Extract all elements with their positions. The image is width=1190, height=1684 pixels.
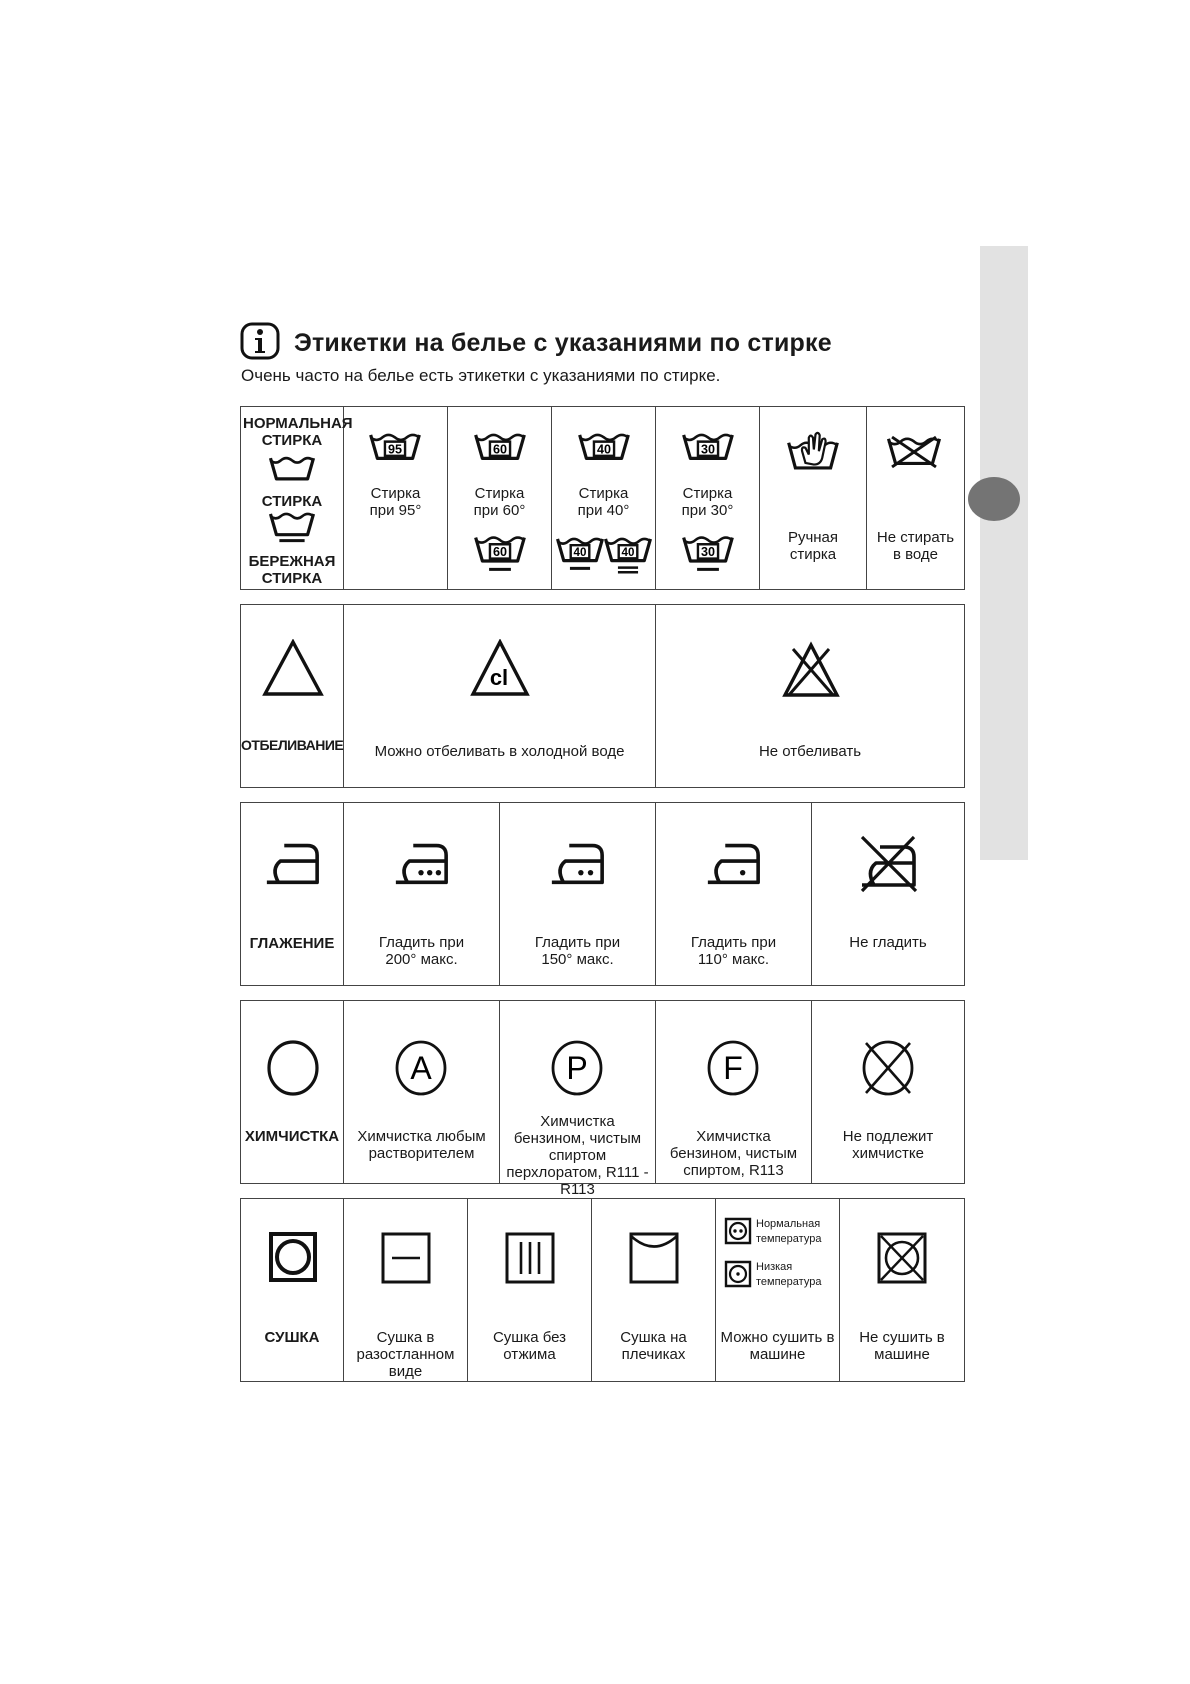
iron-one-dot-icon (704, 837, 762, 889)
dry-clean-any-label: Химчистка любым растворителем (357, 1128, 486, 1162)
section-marker-dot (968, 477, 1020, 521)
dry-clean-any-cell (344, 1001, 500, 1184)
no-dry-clean-cell (812, 1001, 965, 1184)
svg-text:95: 95 (388, 442, 402, 457)
dry-flat-icon (380, 1231, 432, 1285)
wash-40-cell (552, 407, 656, 590)
page-title: Этикетки на белье с указаниями по стирке (294, 329, 832, 357)
svg-text:F: F (723, 1050, 743, 1086)
no-wash-cell (867, 407, 965, 590)
no-machine-dry-label: Не сушить в машине (859, 1329, 945, 1363)
category-bleaching: ОТБЕЛИВАНИЕ (241, 737, 344, 753)
dry-clean-p-label: Химчистка бензином, чистым спиртом перхлоратом, R111 - R113 (506, 1113, 649, 1198)
info-icon (240, 322, 280, 360)
wash-60-cell (448, 407, 552, 590)
dry-no-spin-cell (468, 1199, 592, 1382)
bleach-triangle-icon (262, 639, 324, 697)
dry-clean-circle-icon (266, 1039, 320, 1097)
drying-table (240, 1198, 965, 1382)
iron-200-label: Гладить при 200° макс. (378, 934, 465, 968)
dry-clean-f-label: Химчистка бензином, чистым спиртом, R113 (669, 1128, 798, 1179)
dry-clean-p-cell (500, 1001, 656, 1198)
no-dry-clean-label: Не подлежит химчистке (842, 1128, 934, 1162)
wash-tub-gentle-icon (269, 511, 315, 545)
wash-40-label: Стирка при 40° (577, 485, 630, 519)
svg-text:cl: cl (489, 665, 509, 690)
do-not-dry-clean-icon (860, 1037, 916, 1099)
wash-30-gentle-icon (682, 535, 734, 577)
svg-text:P: P (566, 1050, 588, 1086)
svg-text:30: 30 (701, 545, 715, 559)
wash-30-icon (682, 433, 734, 467)
wash-95-cell (344, 407, 448, 590)
wash-40-very-gentle-icon (604, 535, 652, 577)
do-not-iron-icon (858, 833, 918, 895)
bleach-chlorine-icon (470, 639, 530, 697)
ironing-table (240, 802, 965, 986)
normal-temperature-label: Нормальная температура (756, 1218, 822, 1245)
page-subtitle: Очень часто на белье есть этикетки с указаниями по стирке. (241, 366, 721, 385)
svg-text:60: 60 (493, 545, 507, 559)
svg-text:60: 60 (493, 442, 507, 457)
category-drying: СУШКА (264, 1329, 320, 1346)
iron-200-cell (344, 803, 500, 986)
hand-wash-cell (760, 407, 867, 590)
washing-table (240, 406, 965, 590)
category-dry-cleaning: ХИМЧИСТКА (244, 1128, 340, 1145)
iron-three-dots-icon (392, 837, 450, 889)
dry-clean-p-icon (550, 1039, 604, 1097)
no-machine-dry-cell (840, 1199, 965, 1382)
line-dry-icon (628, 1231, 680, 1285)
dry-cleaning-category-cell (241, 1001, 344, 1184)
dry-hanger-label: Сушка на плечиках (620, 1329, 687, 1363)
iron-110-cell (656, 803, 812, 986)
wash-30-cell (656, 407, 760, 590)
do-not-bleach-icon (781, 639, 841, 699)
wash-40-icon (578, 433, 630, 467)
do-not-tumble-dry-icon (876, 1231, 928, 1285)
iron-icon (263, 837, 321, 889)
bleaching-category-cell (241, 605, 344, 788)
category-wash: СТИРКА (261, 493, 323, 510)
wash-95-label: Стирка при 95° (369, 485, 422, 519)
iron-two-dots-icon (548, 837, 606, 889)
no-bleach-label: Не отбеливать (758, 743, 862, 760)
no-bleach-cell (656, 605, 965, 788)
no-wash-label: Не стирать в воде (876, 529, 955, 563)
ironing-category-cell (241, 803, 344, 986)
wash-60-gentle-icon (474, 535, 526, 577)
svg-text:40: 40 (597, 442, 611, 457)
svg-text:40: 40 (621, 546, 635, 559)
low-temperature-label: Низкая температура (756, 1261, 822, 1288)
wash-tub-icon (269, 455, 315, 485)
wash-40-gentle-icon (556, 535, 604, 577)
tumble-dry-normal-icon (724, 1217, 752, 1245)
drying-category-cell (241, 1199, 344, 1382)
dry-cleaning-table (240, 1000, 965, 1198)
wash-30-label: Стирка при 30° (681, 485, 734, 519)
bleaching-table (240, 604, 965, 788)
do-not-wash-icon (885, 433, 943, 471)
section-header (240, 322, 960, 362)
hand-wash-label: Ручная стирка (787, 529, 839, 563)
dry-flat-label: Сушка в разостланном виде (356, 1329, 455, 1380)
tumble-dry-low-icon (724, 1260, 752, 1288)
dry-clean-f-cell (656, 1001, 812, 1184)
tumble-dry-icon (268, 1231, 318, 1283)
svg-text:A: A (410, 1050, 432, 1086)
svg-text:40: 40 (573, 546, 587, 559)
dry-clean-a-icon (394, 1039, 448, 1097)
iron-150-label: Гладить при 150° макс. (534, 934, 621, 968)
dry-no-spin-label: Сушка без отжима (492, 1329, 567, 1363)
category-ironing: ГЛАЖЕНИЕ (249, 935, 335, 952)
category-normal-wash: НОРМАЛЬНАЯ СТИРКА (243, 415, 353, 449)
no-iron-cell (812, 803, 965, 986)
iron-110-label: Гладить при 110° макс. (690, 934, 777, 968)
no-iron-label: Не гладить (849, 934, 927, 951)
drip-dry-icon (504, 1231, 556, 1285)
washing-category-cell (241, 407, 353, 590)
svg-text:30: 30 (701, 442, 715, 457)
hand-wash-icon (787, 429, 839, 475)
wash-60-icon (474, 433, 526, 467)
machine-dry-cell (716, 1199, 840, 1382)
wash-60-label: Стирка при 60° (473, 485, 526, 519)
iron-150-cell (500, 803, 656, 986)
wash-95-icon (369, 433, 421, 467)
dry-hanger-cell (592, 1199, 716, 1382)
machine-dry-label: Можно сушить в машине (720, 1329, 835, 1363)
bleach-cold-cell (344, 605, 656, 788)
dry-flat-cell (344, 1199, 468, 1382)
side-tab (980, 246, 1028, 860)
dry-clean-f-icon (706, 1039, 760, 1097)
category-gentle-wash: БЕРЕЖНАЯ СТИРКА (248, 553, 336, 587)
bleach-cold-label: Можно отбеливать в холодной воде (374, 743, 625, 760)
